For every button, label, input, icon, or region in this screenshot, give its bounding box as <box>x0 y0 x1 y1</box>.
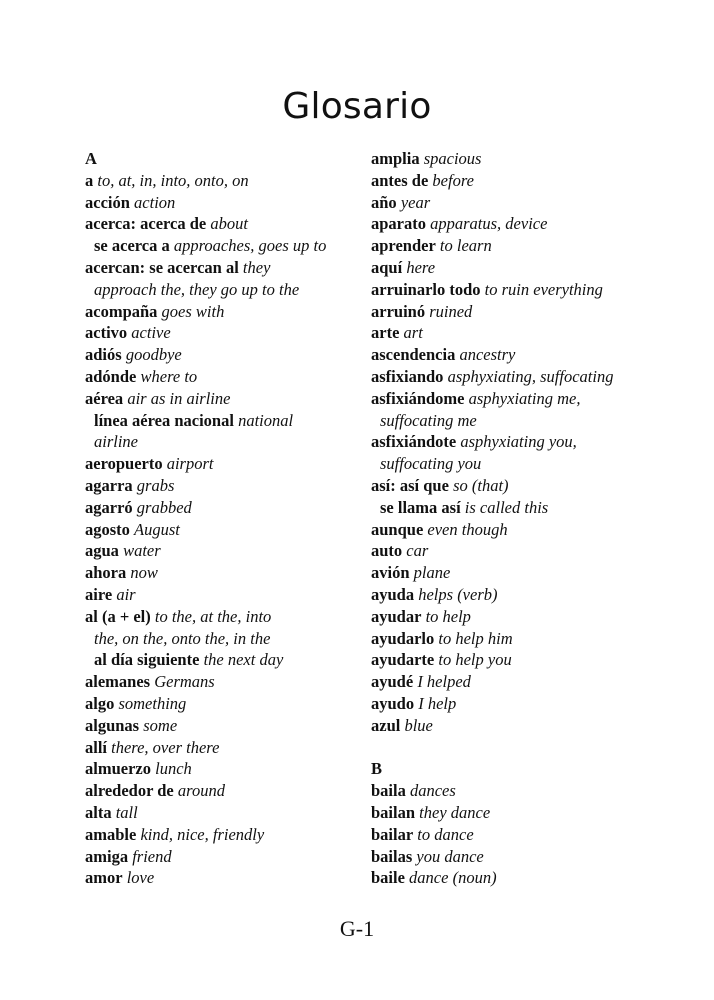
glossary-entry <box>371 279 661 301</box>
glossary-entry <box>371 344 661 366</box>
glossary-term: asfixiándote <box>371 432 457 452</box>
glossary-entry-continuation <box>371 453 661 475</box>
glossary-definition: I helped <box>417 672 471 692</box>
glossary-entry <box>371 257 661 279</box>
glossary-term: amplia <box>371 149 420 168</box>
glossary-term: aunque <box>371 519 424 539</box>
glossary-definition: tall <box>115 802 138 822</box>
glossary-definition: friend <box>132 846 172 866</box>
glossary-term: se acerca a <box>94 236 170 256</box>
page-title: Glosario <box>282 86 432 128</box>
glossary-subentry <box>85 235 385 257</box>
glossary-entry <box>371 431 661 453</box>
glossary-definition: spacious <box>423 149 482 168</box>
glossary-entry <box>371 519 661 541</box>
glossary-entry <box>85 213 385 235</box>
glossary-definition: where to <box>140 366 198 386</box>
glossary-entry <box>371 388 661 410</box>
glossary-entry <box>85 867 385 889</box>
glossary-term: ahora <box>85 563 127 583</box>
glossary-term: ayudar <box>371 606 422 626</box>
glossary-term: arruinarlo todo <box>371 279 481 299</box>
glossary-term: agua <box>85 541 119 561</box>
glossary-entry <box>371 867 661 889</box>
glossary-entry <box>371 584 661 606</box>
glossary-definition: apparatus, device <box>430 214 548 234</box>
glossary-definition: August <box>134 519 180 539</box>
glossary-term: algo <box>85 693 115 713</box>
glossary-definition: airline <box>94 432 138 452</box>
glossary-term: aprender <box>371 236 436 256</box>
glossary-term: acción <box>85 192 130 212</box>
glossary-definition: dances <box>409 781 456 801</box>
glossary-entry <box>85 846 385 868</box>
glossary-term: alrededor de <box>85 781 174 801</box>
glossary-term: auto <box>371 541 403 561</box>
glossary-entry <box>85 606 385 628</box>
glossary-term: amor <box>85 868 123 888</box>
glossary-term: acercan: se acercan al <box>85 257 239 277</box>
glossary-definition: goodbye <box>125 345 182 365</box>
glossary-term: asfixiándome <box>371 388 465 408</box>
glossary-definition: action <box>134 192 176 212</box>
glossary-entry <box>371 213 661 235</box>
glossary-term: línea aérea nacional <box>94 410 234 430</box>
glossary-entry <box>371 824 661 846</box>
glossary-entry <box>85 693 385 715</box>
glossary-term: ayudarlo <box>371 628 435 648</box>
glossary-definition: grabbed <box>136 497 192 517</box>
glossary-term: al día siguiente <box>94 650 200 670</box>
glossary-definition: they <box>242 257 271 277</box>
glossary-definition: I help <box>418 693 457 713</box>
glossary-term: agarra <box>85 475 133 495</box>
glossary-term: ascendencia <box>371 345 456 365</box>
glossary-term: bailar <box>371 824 414 844</box>
glossary-definition: lunch <box>155 759 192 779</box>
glossary-definition: now <box>130 563 158 583</box>
glossary-definition: active <box>131 323 171 343</box>
glossary-entry <box>85 192 385 214</box>
glossary-entry <box>85 540 385 562</box>
glossary-term: baile <box>371 868 405 888</box>
glossary-subentry <box>85 410 385 432</box>
glossary-term: así: así que <box>371 475 449 495</box>
glossary-definition: here <box>406 257 436 277</box>
glossary-term: alta <box>85 802 112 822</box>
glossary-definition: helps (verb) <box>418 584 498 604</box>
glossary-entry-continuation <box>371 410 661 432</box>
glossary-entry <box>85 671 385 693</box>
glossary-definition: so (that) <box>453 475 509 495</box>
glossary-entry <box>371 540 661 562</box>
glossary-definition: they dance <box>419 802 491 822</box>
glossary-definition: ancestry <box>459 345 516 365</box>
glossary-term: aquí <box>371 257 403 277</box>
glossary-term: ayudarte <box>371 650 435 670</box>
glossary-definition: something <box>118 693 187 713</box>
glossary-definition: to help him <box>438 628 513 648</box>
glossary-definition: the next day <box>203 650 284 670</box>
glossary-entry <box>371 322 661 344</box>
glossary-definition: to dance <box>417 824 474 844</box>
glossary-entry <box>85 584 385 606</box>
glossary-entry <box>371 715 661 737</box>
glossary-entry <box>85 737 385 759</box>
glossary-entry <box>371 562 661 584</box>
glossary-entry <box>85 170 385 192</box>
glossary-entry <box>85 257 385 279</box>
glossary-definition: to help you <box>438 650 512 670</box>
glossary-term: algunas <box>85 715 140 735</box>
glossary-entry <box>85 388 385 410</box>
glossary-entry-continuation <box>85 279 385 301</box>
glossary-definition: approach the, they go up to the <box>94 279 300 299</box>
glossary-entry <box>371 671 661 693</box>
glossary-definition: asphyxiating me, <box>468 388 581 408</box>
glossary-definition: blue <box>404 715 433 735</box>
glossary-definition: love <box>126 868 155 888</box>
glossary-entry <box>85 519 385 541</box>
glossary-entry <box>371 170 661 192</box>
glossary-term: bailas <box>371 846 413 866</box>
glossary-term: aire <box>85 584 113 604</box>
glossary-term: acerca: acerca de <box>85 214 207 234</box>
glossary-definition: national <box>238 410 294 430</box>
glossary-definition: dance (noun) <box>409 868 497 888</box>
glossary-term: baila <box>371 781 406 801</box>
glossary-subentry <box>85 649 385 671</box>
glossary-definition: even though <box>427 519 508 539</box>
glossary-entry <box>371 649 661 671</box>
glossary-definition: year <box>400 192 431 212</box>
glossary-term: ayuda <box>371 584 415 604</box>
glossary-definition: to, at, in, into, onto, on <box>97 170 249 190</box>
glossary-definition: grabs <box>136 475 175 495</box>
glossary-term: acompaña <box>85 301 158 321</box>
glossary-term: adiós <box>85 345 122 365</box>
glossary-entry-continuation <box>85 431 385 453</box>
glossary-definition: air <box>116 584 136 604</box>
glossary-entry <box>85 453 385 475</box>
glossary-entry <box>85 562 385 584</box>
page-number: G-1 <box>339 916 375 941</box>
glossary-entry <box>371 366 661 388</box>
glossary-definition: about <box>210 214 248 234</box>
glossary-term: allí <box>85 737 108 757</box>
glossary-left-column <box>85 148 385 889</box>
glossary-entry <box>371 628 661 650</box>
glossary-entry <box>371 846 661 868</box>
glossary-entry <box>85 322 385 344</box>
glossary-term: arte <box>371 323 400 343</box>
glossary-definition: to the, at the, into <box>154 606 272 626</box>
glossary-definition: around <box>177 781 225 801</box>
glossary-term: aparato <box>371 214 426 234</box>
glossary-entry <box>371 606 661 628</box>
glossary-entry <box>371 475 661 497</box>
glossary-entry <box>371 192 661 214</box>
glossary-entry <box>371 693 661 715</box>
glossary-entry <box>371 301 661 323</box>
glossary-term: se llama así <box>380 497 461 517</box>
glossary-entry <box>85 344 385 366</box>
glossary-term: almuerzo <box>85 759 151 779</box>
glossary-term: activo <box>85 323 128 343</box>
glossary-term: año <box>371 192 397 212</box>
section-spacer <box>371 737 661 759</box>
glossary-entry <box>371 148 661 170</box>
glossary-definition: air as in airline <box>127 388 231 408</box>
glossary-definition: water <box>123 541 161 561</box>
glossary-entry <box>85 758 385 780</box>
glossary-definition: suffocating me <box>380 410 477 430</box>
glossary-definition: asphyxiating, suffocating <box>447 366 614 386</box>
glossary-entry <box>371 802 661 824</box>
glossary-entry <box>85 802 385 824</box>
glossary-definition: is called this <box>464 497 549 517</box>
glossary-definition: art <box>403 323 423 343</box>
glossary-definition: plane <box>413 563 451 583</box>
glossary-definition: goes with <box>161 301 225 321</box>
glossary-term: aeropuerto <box>85 454 163 474</box>
glossary-right-column <box>371 148 661 889</box>
glossary-definition: approaches, goes up to <box>173 236 327 256</box>
section-letter-header: B <box>371 759 383 779</box>
glossary-entry <box>85 475 385 497</box>
glossary-entry <box>85 780 385 802</box>
glossary-term: aérea <box>85 388 124 408</box>
glossary-entry <box>85 715 385 737</box>
glossary-definition: before <box>432 170 474 190</box>
glossary-term: amable <box>85 824 137 844</box>
glossary-entry <box>371 780 661 802</box>
glossary-entry <box>85 301 385 323</box>
glossary-term: antes de <box>371 170 429 190</box>
glossary-entry-continuation <box>85 628 385 650</box>
glossary-term: agarró <box>85 497 133 517</box>
glossary-subentry <box>371 497 661 519</box>
glossary-definition: kind, nice, friendly <box>140 824 265 844</box>
glossary-term: a <box>85 170 94 190</box>
glossary-term: arruinó <box>371 301 426 321</box>
glossary-term: agosto <box>85 519 130 539</box>
glossary-definition: to ruin everything <box>484 279 603 299</box>
glossary-term: ayudo <box>371 693 415 713</box>
glossary-entry <box>85 824 385 846</box>
glossary-definition: to help <box>425 606 471 626</box>
glossary-definition: ruined <box>429 301 473 321</box>
glossary-term: bailan <box>371 802 416 822</box>
glossary-term: amiga <box>85 846 129 866</box>
glossary-definition: there, over there <box>111 737 220 757</box>
glossary-definition: car <box>406 541 429 561</box>
glossary-term: azul <box>371 715 401 735</box>
glossary-definition: some <box>143 715 178 735</box>
section-letter-header: A <box>85 149 97 168</box>
glossary-entry <box>371 235 661 257</box>
glossary-term: alemanes <box>85 672 151 692</box>
glossary-entry <box>85 366 385 388</box>
glossary-term: al (a + el) <box>85 606 151 626</box>
glossary-term: asfixiando <box>371 366 444 386</box>
glossary-entry <box>85 497 385 519</box>
glossary-definition: Germans <box>154 672 215 692</box>
glossary-definition: you dance <box>416 846 484 866</box>
glossary-definition: suffocating you <box>380 454 482 474</box>
glossary-term: ayudé <box>371 672 414 692</box>
glossary-definition: asphyxiating you, <box>460 432 577 452</box>
glossary-definition: the, on the, onto the, in the <box>94 628 271 648</box>
glossary-definition: airport <box>166 454 214 474</box>
glossary-term: avión <box>371 563 410 583</box>
glossary-term: adónde <box>85 366 137 386</box>
glossary-definition: to learn <box>439 236 492 256</box>
